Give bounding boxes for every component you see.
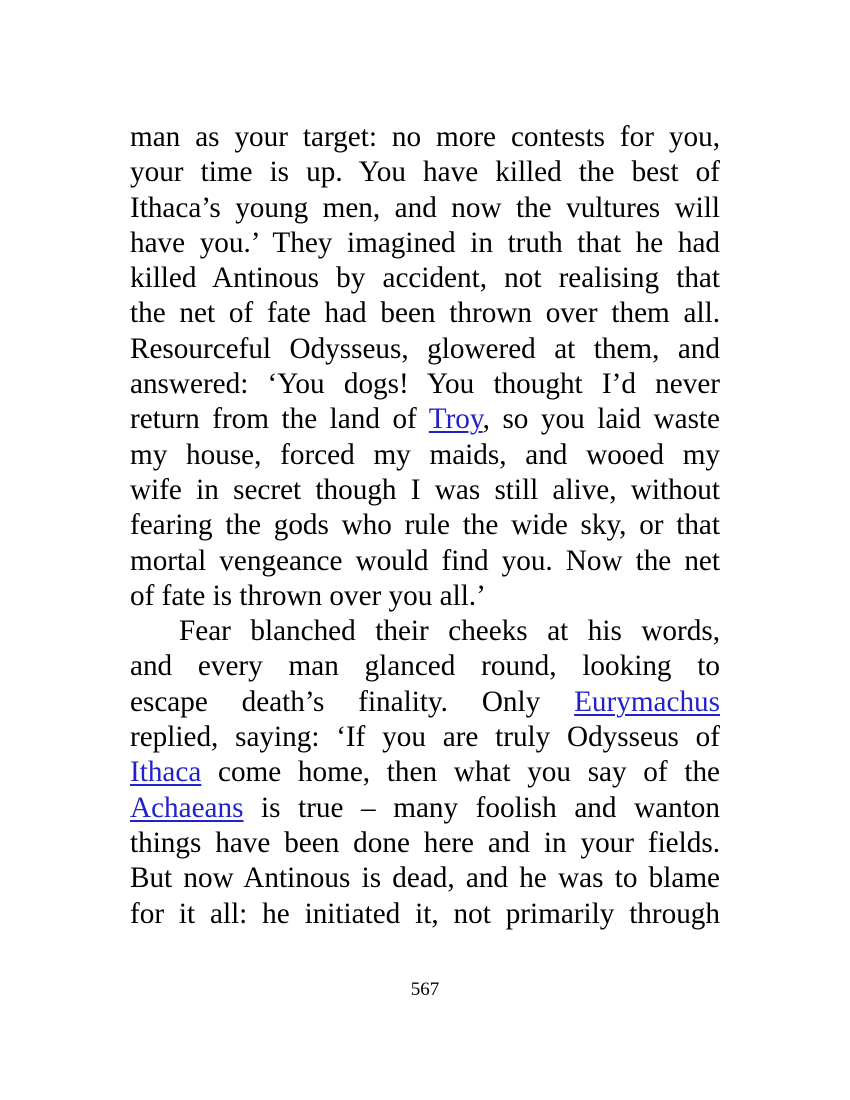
link-troy[interactable]: Troy [428, 403, 483, 436]
text-line: mortal vengeance would find you. Now the net [130, 544, 720, 577]
link-ithaca[interactable]: Ithaca [130, 756, 202, 789]
text-line: things have been done here and in your fields. [130, 826, 720, 859]
text-line: escape death’s finality. Only Eurymachus [130, 685, 720, 718]
link-achaeans[interactable]: Achaeans [130, 791, 244, 824]
text-line: Ithaca come home, then what you say of the [130, 756, 720, 789]
text-line: wife in secret though I was still alive, without [130, 473, 720, 506]
text-line: have you.’ They imagined in truth that he had [130, 226, 720, 259]
text-line: replied, saying: ‘If you are truly Odysseus of [130, 721, 720, 754]
text-line: my house, forced my maids, and wooed my [130, 438, 720, 471]
paragraph-start-line: Fear blanched their cheeks at his words, [179, 615, 720, 648]
text-line: fearing the gods who rule the wide sky, or that [130, 509, 720, 542]
text-line: Achaeans is true – many foolish and wanton [130, 791, 720, 824]
text-line: Ithaca’s young men, and now the vultures will [130, 191, 720, 224]
text-line: Resourceful Odysseus, glowered at them, and [130, 332, 720, 365]
text-line: return from the land of Troy, so you laid waste [130, 403, 720, 436]
text-line: and every man glanced round, looking to [130, 650, 720, 683]
text-line: But now Antinous is dead, and he was to blame [130, 862, 720, 895]
body-text [130, 120, 720, 932]
text-line: your time is up. You have killed the best of [130, 156, 720, 189]
paragraph-end-line: of fate is thrown over you all.’ [130, 579, 486, 612]
link-eurymachus[interactable]: Eurymachus [574, 685, 720, 718]
text-line: for it all: he initiated it, not primarily through [130, 897, 720, 930]
text-line: answered: ‘You dogs! You thought I’d never [130, 368, 720, 401]
text-line: the net of fate had been thrown over them all. [130, 297, 720, 330]
text-line: man as your target: no more contests for you, [130, 121, 720, 153]
text-line: killed Antinous by accident, not realising that [130, 262, 720, 295]
page-number: 567 [410, 979, 440, 1000]
